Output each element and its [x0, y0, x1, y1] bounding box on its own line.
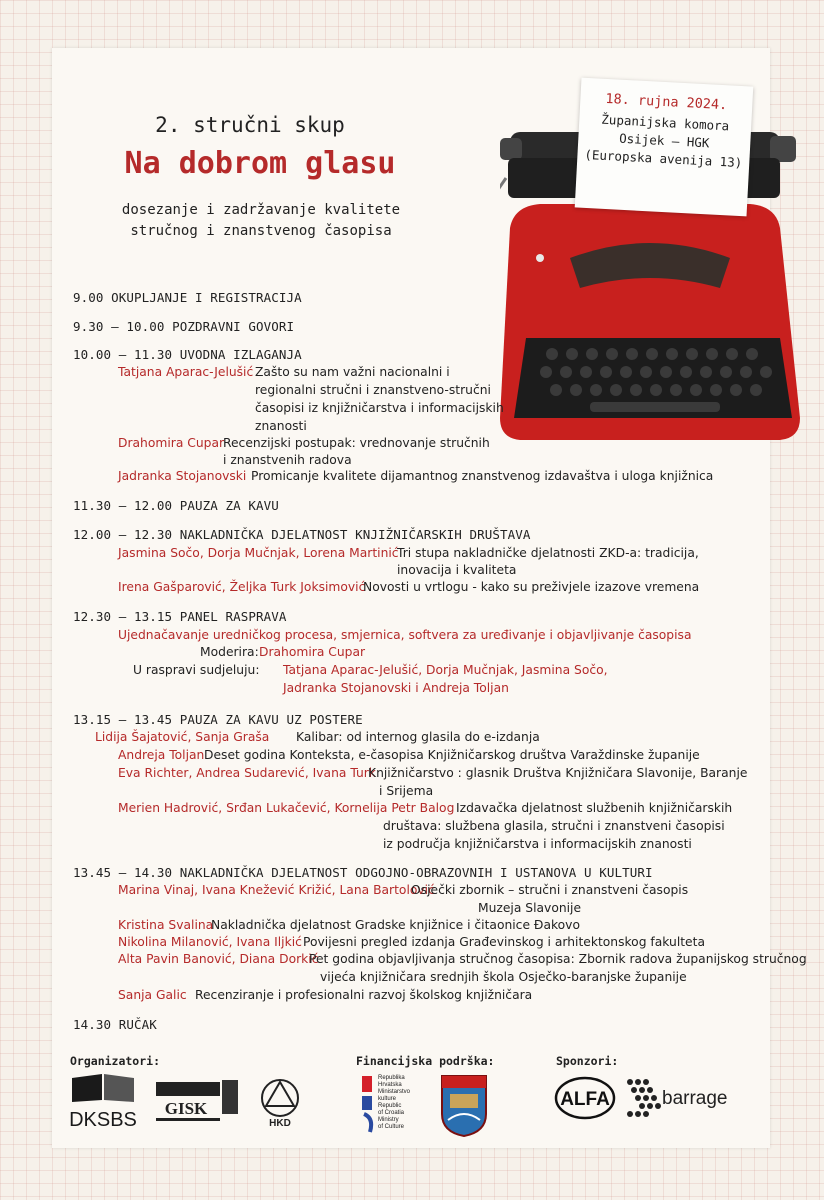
talk-author: Drahomira Cupar — [118, 436, 225, 450]
talk-title: i znanstvenih radova — [223, 453, 352, 467]
session-time: 14.30 — [73, 1017, 112, 1032]
talk-title: inovacija i kvaliteta — [397, 563, 517, 577]
participants-label: U raspravi sudjeluju: — [133, 663, 260, 677]
session-time: 10.00 – 11.30 — [73, 347, 173, 362]
talk-author: Merien Hadrović, Srđan Lukačević, Kornelija Petr Balog — [118, 801, 455, 815]
description-line-1: dosezanje i zadržavanje kvalitete — [121, 202, 401, 218]
talk-author: Tatjana Aparac-Jelušić — [118, 365, 254, 379]
typewriter-paper — [575, 78, 754, 217]
talk-row — [118, 764, 376, 782]
talk-title: Recenziranje i profesionalni razvoj školskog knjižničara — [195, 988, 533, 1002]
talk-row — [118, 986, 187, 1004]
session-title: PAUZA ZA KAVU — [179, 498, 279, 513]
talk-title: Kalibar: od internog glasila do e-izdanja — [296, 730, 540, 744]
talk-title: Povijesni pregled izdanja Građevinskog i arhitektonskog fakulteta — [303, 935, 705, 949]
talk-row — [118, 578, 365, 596]
event-date: 18. rujna 2024. — [605, 90, 728, 114]
ministry-text-line: Republika — [378, 1075, 405, 1081]
talk-title: Pet godina objavljivanja stručnog časopisa: Zbornik radova županijskog stručnog — [309, 952, 807, 966]
event-venue — [581, 110, 748, 173]
alfa-logo-text: ALFA — [560, 1089, 610, 1110]
typewriter-lever — [500, 178, 506, 213]
venue-line-1: Županijska komora — [601, 111, 730, 134]
talk-row — [118, 799, 454, 817]
session-welcome — [73, 319, 294, 334]
talk-title: Izdavačka djelatnost službenih knjižničarskih — [456, 801, 733, 815]
event-subtitle: 2. stručni skup — [155, 113, 345, 137]
session-posters — [73, 712, 363, 727]
talk-row — [118, 916, 213, 934]
talk-title: društava: službena glasila, stručni i znanstveni časopisi — [383, 819, 725, 833]
talk-row — [118, 467, 246, 485]
talk-title: Knjižničarstvo : glasnik Društva Knjižničara Slavonije, Baranje — [368, 766, 748, 780]
talk-title: iz područja knjižničarstva i informacijskih znanosti — [383, 837, 692, 851]
talk-row — [118, 933, 302, 951]
coat-of-arms-icon — [440, 1074, 488, 1138]
moderator-name: Drahomira Cupar — [259, 645, 366, 659]
talk-author: Alta Pavin Banović, Diana Dorkić — [118, 952, 319, 966]
ministry-text-line: of Culture — [378, 1124, 405, 1130]
ministry-text-line: Republic — [378, 1103, 402, 1109]
talk-title: Osječki zbornik – stručni i znanstveni časopis — [411, 883, 689, 897]
session-time: 12.00 – 12.30 — [73, 527, 173, 542]
venue-line-2: Osijek – HGK — [618, 130, 710, 151]
session-introductory-talks — [73, 347, 302, 362]
talk-row — [118, 544, 399, 562]
sponsors-label: Sponzori: — [556, 1054, 619, 1068]
session-time: 12.30 – 13.15 — [73, 609, 173, 624]
session-library-societies — [73, 527, 531, 542]
barrage-logo-text: barrage — [662, 1088, 728, 1109]
talk-author: Jasmina Sočo, Dorja Mučnjak, Lorena Martinić — [118, 546, 399, 560]
talk-title: Promicanje kvalitete dijamantnog znanstvenog izdavaštva i uloga knjižnica — [251, 469, 714, 483]
talk-title: Nakladnička djelatnost Gradske knjižnice i čitaonice Đakovo — [211, 918, 580, 932]
talk-title: Tri stupa nakladničke djelatnosti ZKD-a: tradicija, — [397, 546, 699, 560]
ministry-text-line: Ministry — [378, 1117, 399, 1123]
description-line-2: stručnog i znanstvenog časopisa — [130, 223, 392, 239]
session-time: 9.00 — [73, 290, 104, 305]
talk-author: Lidija Šajatović, Sanja Graša — [95, 730, 270, 744]
session-education-culture — [73, 865, 653, 880]
session-time: 13.45 – 14.30 — [73, 865, 173, 880]
talk-row — [118, 434, 224, 452]
session-title: NAKLADNIČKA DJELATNOST ODGOJNO-OBRAZOVNIH I USTANOVA U KULTURI — [179, 865, 653, 880]
barrage-logo-mark — [624, 1076, 664, 1122]
gisk-logo — [152, 1078, 240, 1128]
session-title: PANEL RASPRAVA — [179, 609, 287, 624]
talk-author: Irena Gašparović, Željka Turk Joksimović — [118, 580, 366, 594]
session-title: NAKLADNIČKA DJELATNOST KNJIŽNIČARSKIH DRUŠTAVA — [179, 527, 531, 542]
talk-author: Kristina Svalina — [118, 918, 214, 932]
ministry-text-line: Ministarstvo — [378, 1089, 411, 1095]
dksbs-logo — [64, 1072, 142, 1130]
event-title: Na dobrom glasu — [124, 146, 396, 181]
gisk-logo-text: GISK — [164, 1099, 208, 1118]
talk-title: znanosti — [255, 419, 307, 433]
session-coffee-break — [73, 498, 279, 513]
talk-row — [95, 728, 269, 746]
talk-author: Marina Vinaj, Ivana Knežević Križić, Lana Bartolović — [118, 883, 435, 897]
session-time: 13.15 – 13.45 — [73, 712, 173, 727]
talk-row — [118, 881, 435, 899]
talk-title: Recenzijski postupak: vrednovanje stručnih — [223, 436, 490, 450]
talk-title: Muzeja Slavonije — [478, 901, 582, 915]
session-title: PAUZA ZA KAVU UZ POSTERE — [179, 712, 363, 727]
talk-title: časopisi iz knjižničarstva i informacijskih — [255, 401, 504, 415]
session-time: 9.30 – 10.00 — [73, 319, 165, 334]
talk-author: Andreja Toljan — [118, 748, 205, 762]
session-title: RUČAK — [118, 1017, 157, 1032]
participants-names: Tatjana Aparac-Jelušić, Dorja Mučnjak, Jasmina Sočo, — [283, 663, 608, 677]
talk-title: regionalni stručni i znanstveno-stručni — [255, 383, 491, 397]
session-title: POZDRAVNI GOVORI — [172, 319, 295, 334]
talk-row — [118, 363, 253, 381]
talk-title: Zašto su nam važni nacionalni i — [255, 365, 450, 379]
ministry-text-line: kulture — [378, 1096, 397, 1102]
hkd-logo — [256, 1076, 304, 1130]
event-description — [106, 200, 416, 242]
moderator-label: Moderira: — [200, 645, 259, 659]
ministry-logo-text — [378, 1075, 410, 1131]
session-title: UVODNA IZLAGANJA — [179, 347, 302, 362]
session-time: 11.30 – 12.00 — [73, 498, 173, 513]
funding-label: Financijska podrška: — [356, 1054, 495, 1068]
venue-line-3: (Europska avenija 13) — [584, 146, 743, 171]
talk-author: Nikolina Milanović, Ivana Iljkić — [118, 935, 302, 949]
session-lunch — [73, 1017, 157, 1032]
organizers-label: Organizatori: — [70, 1054, 161, 1068]
alfa-logo — [554, 1076, 616, 1120]
talk-author: Jadranka Stojanovski — [118, 469, 247, 483]
talk-title: vijeća knjižničara srednjih škola Osječko-baranjske županije — [320, 970, 687, 984]
session-title: OKUPLJANJE I REGISTRACIJA — [111, 290, 302, 305]
session-registration — [73, 290, 302, 305]
panel-topic: Ujednačavanje uredničkog procesa, smjernica, softvera za uređivanje i objavljivanje časopisa — [118, 628, 692, 642]
talk-author: Eva Richter, Andrea Sudarević, Ivana Turk — [118, 766, 376, 780]
talk-author: Sanja Galic — [118, 988, 187, 1002]
ministry-text-line: of Croatia — [378, 1110, 405, 1116]
talk-title: Novosti u vrtlogu - kako su preživjele izazove vremena — [363, 580, 700, 594]
talk-title: Deset godina Konteksta, e-časopisa Knjižničarskog društva Varaždinske županije — [204, 748, 700, 762]
talk-row — [118, 746, 204, 764]
ministry-text-line: Hrvatska — [378, 1082, 402, 1088]
session-panel — [73, 609, 287, 624]
typewriter-knob-left — [500, 138, 522, 160]
typewriter-dot — [536, 254, 544, 262]
talk-row — [118, 950, 318, 968]
participants-names: Jadranka Stojanovski i Andreja Toljan — [283, 681, 509, 695]
dksbs-logo-text: DKSBS — [69, 1109, 137, 1130]
hkd-logo-text: HKD — [269, 1118, 291, 1129]
ministry-logo-mark — [360, 1074, 376, 1134]
talk-title: i Srijema — [379, 784, 434, 798]
